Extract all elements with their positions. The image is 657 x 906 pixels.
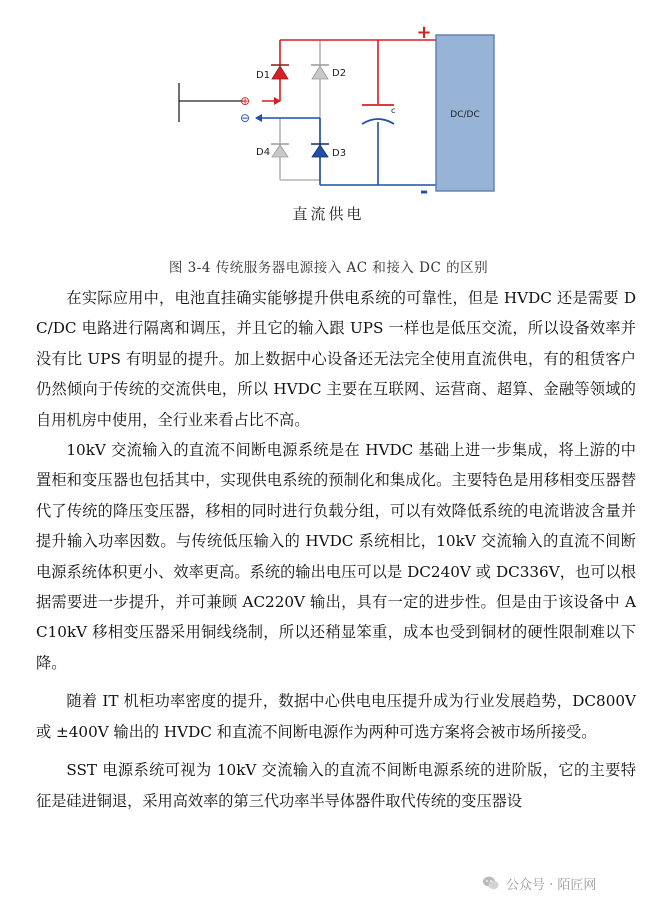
diode-d4 [271, 144, 289, 157]
diode-d2 [311, 65, 329, 79]
label-capacitor: c [391, 106, 396, 115]
positive-path [262, 40, 436, 104]
watermark-text: 公众号 · 陌匠网 [506, 877, 597, 893]
input-plus-symbol: ⊕ [239, 94, 251, 108]
negative-input-arrow [255, 114, 262, 122]
paragraph-3: 随着 IT 机柜功率密度的提升，数据中心供电电压提升成为行业发展趋势，DC800V 或 ±400V 输出的 HVDC 和直流不间断电源作为两种可选方案将会被市场所接受。 [36, 692, 636, 741]
label-d4: D4 [256, 147, 271, 158]
figure-title: 直流供电 [292, 205, 365, 223]
input-terminal-stub [179, 83, 243, 122]
positive-output-sign: + [416, 22, 432, 43]
capacitor [362, 105, 394, 124]
negative-output-sign: - [419, 179, 429, 203]
wechat-icon [482, 874, 500, 892]
label-d3: D3 [332, 148, 347, 159]
label-d1: D1 [256, 70, 271, 81]
body-text [36, 283, 636, 816]
paragraph-2: 10kV 交流输入的直流不间断电源系统是在 HVDC 基础上进一步集成，将上游的中置柜和变压器也包括其中，实现供电系统的预制化和集成化。主要特色是用移相变压器替代了传统的降压变压器，移相的同时进行负载分组，可以有效降低系统的电流谐波含量并提升输入功率因数。与传统低压输入的 HVDC 系统相比，10kV 交流输入的直流不间断电源系统体积更小、效率更高。系统的输出电压可以是 DC240V 或 DC336V，也可以根据需要进一步提升，并可兼顾 AC220V 输出，具有一定的进步性。但是由于该设备中 AC10kV 移相变压器采用铜线绕制，所以还稍显笨重，成本也受到铜材的硬性限制难以下降。 [36, 441, 636, 672]
figure-caption: 图 3-4 传统服务器电源接入 AC 和接入 DC 的区别 [168, 260, 489, 276]
watermark [480, 872, 600, 894]
input-minus-symbol: ⊖ [239, 111, 251, 125]
diode-d1 [271, 65, 289, 79]
diode-d3 [311, 144, 329, 157]
paragraph-4: SST 电源系统可视为 10kV 交流输入的直流不间断电源系统的进阶版，它的主要特征是硅进铜退，采用高效率的第三代功率半导体器件取代传统的变压器设 [36, 761, 636, 810]
label-d2: D2 [332, 68, 347, 79]
paragraph-1: 在实际应用中，电池直挂确实能够提升供电系统的可靠性，但是 HVDC 还是需要 DC/DC 电路进行隔离和调压，并且它的输入跟 UPS 一样也是低压交流，所以设备效率并没有比 UPS 有明显的提升。加上数据中心设备还无法完全使用直流供电，有的租赁客户仍然倾向于传统的交流供电，所以 HVDC 主要在互联网、运营商、超算、金融等领域的自用机房中使用，全行业来看占比不高。 [36, 289, 636, 429]
label-dcdc: DC/DC [450, 110, 480, 120]
inactive-path [280, 40, 320, 180]
